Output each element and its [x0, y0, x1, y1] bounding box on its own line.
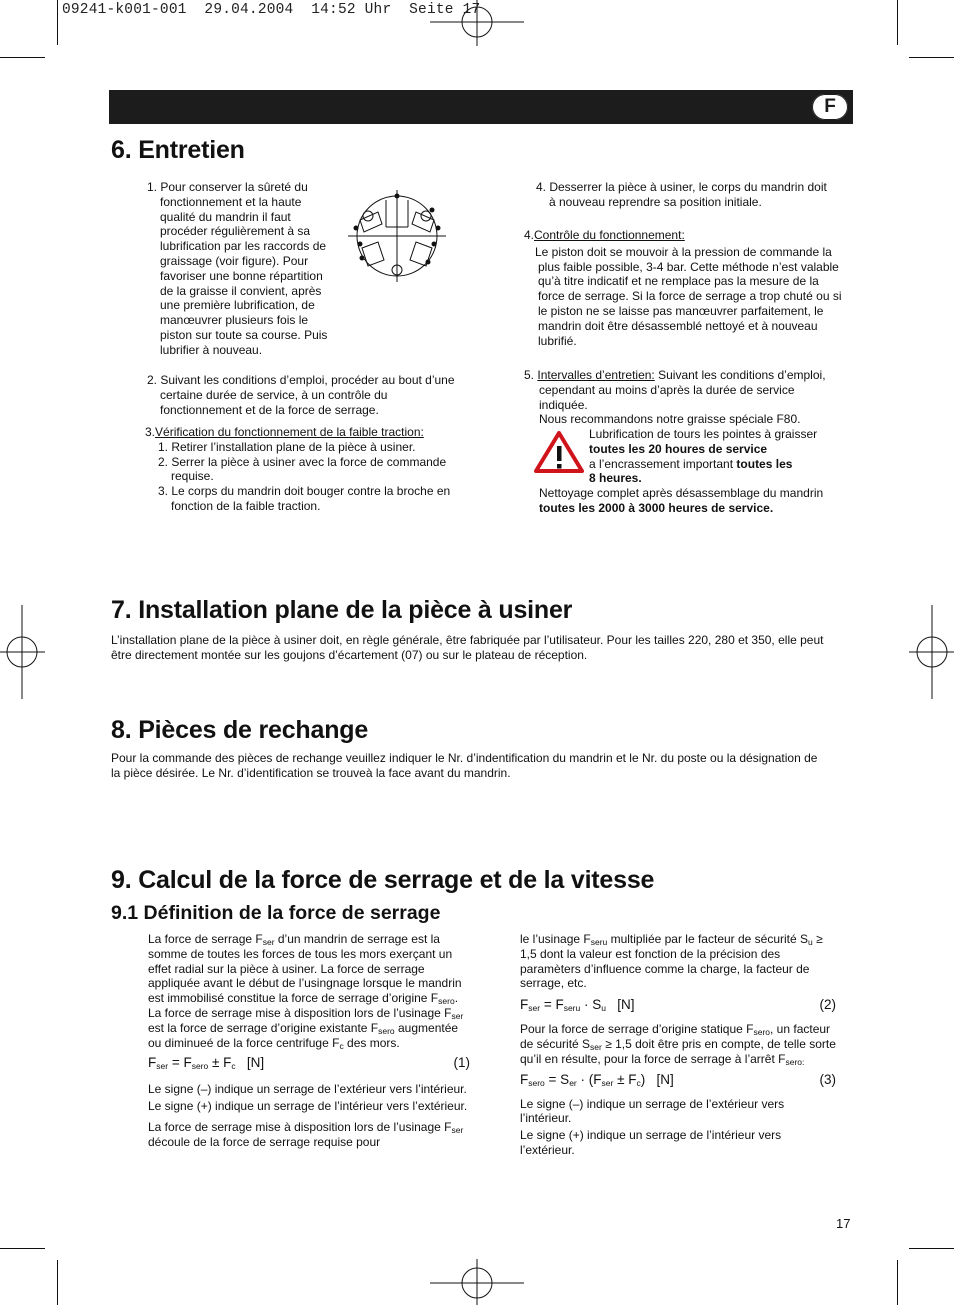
item-3-step-1: 1. Retirer l’installation plane de la pièce à usiner.: [158, 439, 416, 454]
cleaning-text: Nettoyage complet après désassemblage du mandrin: [539, 486, 824, 500]
function-check-text: Le piston doit se mouvoir à la pression de commande la plus faible possible, 3-4 bar. Cette méthode n’est valable qu’à titre indicatif et ne remplace pas la mesure de la force de serrage. Si la force de serrage a trop chuté ou si le piston ne se laisse pas manœuvrer parfaitement, le mandrin doit être désassemblé nettoyé et à nouveau lubrifié.: [535, 244, 842, 348]
language-badge: F: [812, 94, 848, 120]
item-3: [145, 425, 457, 514]
cleaning-interval: toutes les 2000 à 3000 heures de service.: [539, 500, 774, 515]
safety-factor-paragraph: le l’usinage $F_{seru}$ multipliée par le facteur de sécurité $S_u \ge 1,5$ dont la valeur est fonction de la précision des paramèters d’influence comme la charge, la facteur de serrage, etc.: [520, 932, 823, 991]
section-8-title: 8. Pièces de rechange: [111, 716, 369, 744]
equation-2: $F_{ser} = F_{seru} \cdot S_u$ [N] (2): [520, 997, 836, 1014]
equation-3-number: (3): [819, 1071, 836, 1087]
lubrication-figure: [348, 190, 446, 282]
section-6-title: 6. Entretien: [111, 136, 245, 164]
sign-plus-right: Le signe (+) indique un serrage de l’intérieur vers l’extérieur.: [520, 1128, 782, 1157]
item-3-heading: Vérification du fonctionnement de la faible traction:: [155, 425, 424, 439]
item-5-text: Suivant les conditions d’emploi, cependant au moins d’après la durée de service indiquée.: [539, 368, 826, 412]
item-2: [147, 373, 459, 417]
warning-line-2: a l’encrassement important: [589, 456, 737, 471]
sign-plus-left: Le signe (+) indique un serrage de l’intérieur vers l’extérieur.: [148, 1099, 468, 1114]
sign-minus-left: Le signe (–) indique un serrage de l’extérieur vers l’intérieur.: [148, 1082, 467, 1097]
static-force-paragraph: Pour la force de serrage d’origine statique $F_{sero}$, un facteur de sécurité $S_{ser} \ge 1,5$ doit être pris en compte, de telle sorte qu’il en résulte, pour la force de serrage à l’arrêt $F_{sero:}$: [520, 1022, 836, 1067]
equation-2-number: (2): [819, 997, 836, 1013]
section-9-title: 9. Calcul de la force de serrage et de la vitesse: [111, 866, 655, 894]
item-2-text: 2. Suivant les conditions d’emploi, procéder au bout d’une certaine durée de service, à un contrôle du fonctionnement et de la force de serrage.: [147, 373, 455, 417]
item-1: [147, 180, 335, 358]
page-number: 17: [836, 1216, 851, 1231]
function-check: [524, 228, 844, 348]
section-9-1-title: 9.1 Définition de la force de serrage: [111, 902, 441, 924]
item-3-step-4: [536, 180, 836, 210]
warning-text: [589, 427, 847, 486]
cleaning-note: [539, 486, 849, 516]
item-3-number: 3.: [145, 425, 156, 439]
item-5: [524, 368, 846, 427]
section-8-text: Pour la commande des pièces de rechange veuillez indiquer le Nr. d’indentification du mandrin et le Nr. du poste ou la désignation de la pièce désirée. Le Nr. d’identification se trouveà la face avant du mandrin.: [111, 751, 818, 780]
warning-icon: [534, 431, 584, 473]
warning-bold-1: toutes les 20 houres de service: [589, 441, 768, 456]
warning-line-1: Lubrification de tours les pointes à graisser: [589, 427, 818, 441]
definition-paragraph: La force de serrage $F_{ser}$ d’un mandrin de serrage est la somme de toutes les forces de tous les mors exerçant un effet radial sur la pièce à usiner. La force de serrage appliquée avant le début de l’usingnage lorsque le mandrin est immobilisé constitue la force de serrage d’origine $F_{sero}$. La force de serrage mise à disposition lors de l’usinage $F_{ser}$ est la force de serrage d’origine existante $F_{sero}$ augmentée ou diminueé de la force centrifuge $F_c$ des mors.: [148, 932, 464, 1051]
item-3-step-3: 3. Le corps du mandrin doit bouger contre la broche en fonction de la faible traction.: [158, 484, 451, 513]
print-slug: 09241-k001-001 29.04.2004 14:52 Uhr Seite 17: [62, 2, 481, 18]
item-3-step-2: 2. Serrer la pièce à usiner avec la force de commande requise.: [158, 454, 447, 484]
section-7-title: 7. Installation plane de la pièce à usiner: [111, 596, 573, 624]
grease-recommendation: Nous recommandons notre graisse spéciale F80.: [539, 412, 801, 427]
definition-left: [148, 932, 470, 1150]
equation-1-number: (1): [453, 1055, 470, 1071]
equation-1: $F_{ser} = F_{sero} \pm F_c$ [N] (1): [148, 1055, 470, 1072]
definition-right: [520, 932, 836, 1158]
section-7-text: L’installation plane de la pièce à usiner doit, en règle générale, être fabriquée par l’utilisateur. Pour les tailles 220, 280 et 350, elle peut être directement montée sur les goujons d’écartement (07) ou sur le plateau de réception.: [111, 633, 824, 662]
function-check-heading: Contrôle du fonctionnement:: [534, 228, 685, 242]
item-5-heading: Intervalles d’entretien:: [537, 368, 655, 382]
warning-bold-3: 8 heures.: [589, 471, 642, 486]
header-banner: [109, 90, 853, 124]
usage-force-paragraph: La force de serrage mise à disposition lors de l’usinage $F_{ser}$ découle de la force de serrage requise pour: [148, 1119, 464, 1149]
item-3-step-4-text: 4. Desserrer la pièce à usiner, le corps du mandrin doit à nouveau reprendre sa position initiale.: [536, 180, 827, 209]
item-1-text: 1. Pour conserver la sûreté du fonctionnement et la haute qualité du mandrin il faut procéder régulièrement à sa lubrification par les raccords de graissage (voir figure). Pour favoriser une bonne répartition de la graisse il convient, après une première lubrification, de manœuvrer plusieurs fois le piston sur toute sa course. Puis lubrifier à nouveau.: [147, 180, 328, 357]
warning-bold-2: toutes les: [736, 456, 793, 471]
function-check-number: 4.: [524, 228, 535, 242]
item-5-number: 5.: [524, 368, 535, 382]
sign-minus-right: Le signe (–) indique un serrage de l’extérieur vers l’intérieur.: [520, 1096, 785, 1126]
equation-3: $F_{sero} = S_{er} \cdot (F_{ser} \pm F_c)$ [N] (3): [520, 1071, 836, 1088]
